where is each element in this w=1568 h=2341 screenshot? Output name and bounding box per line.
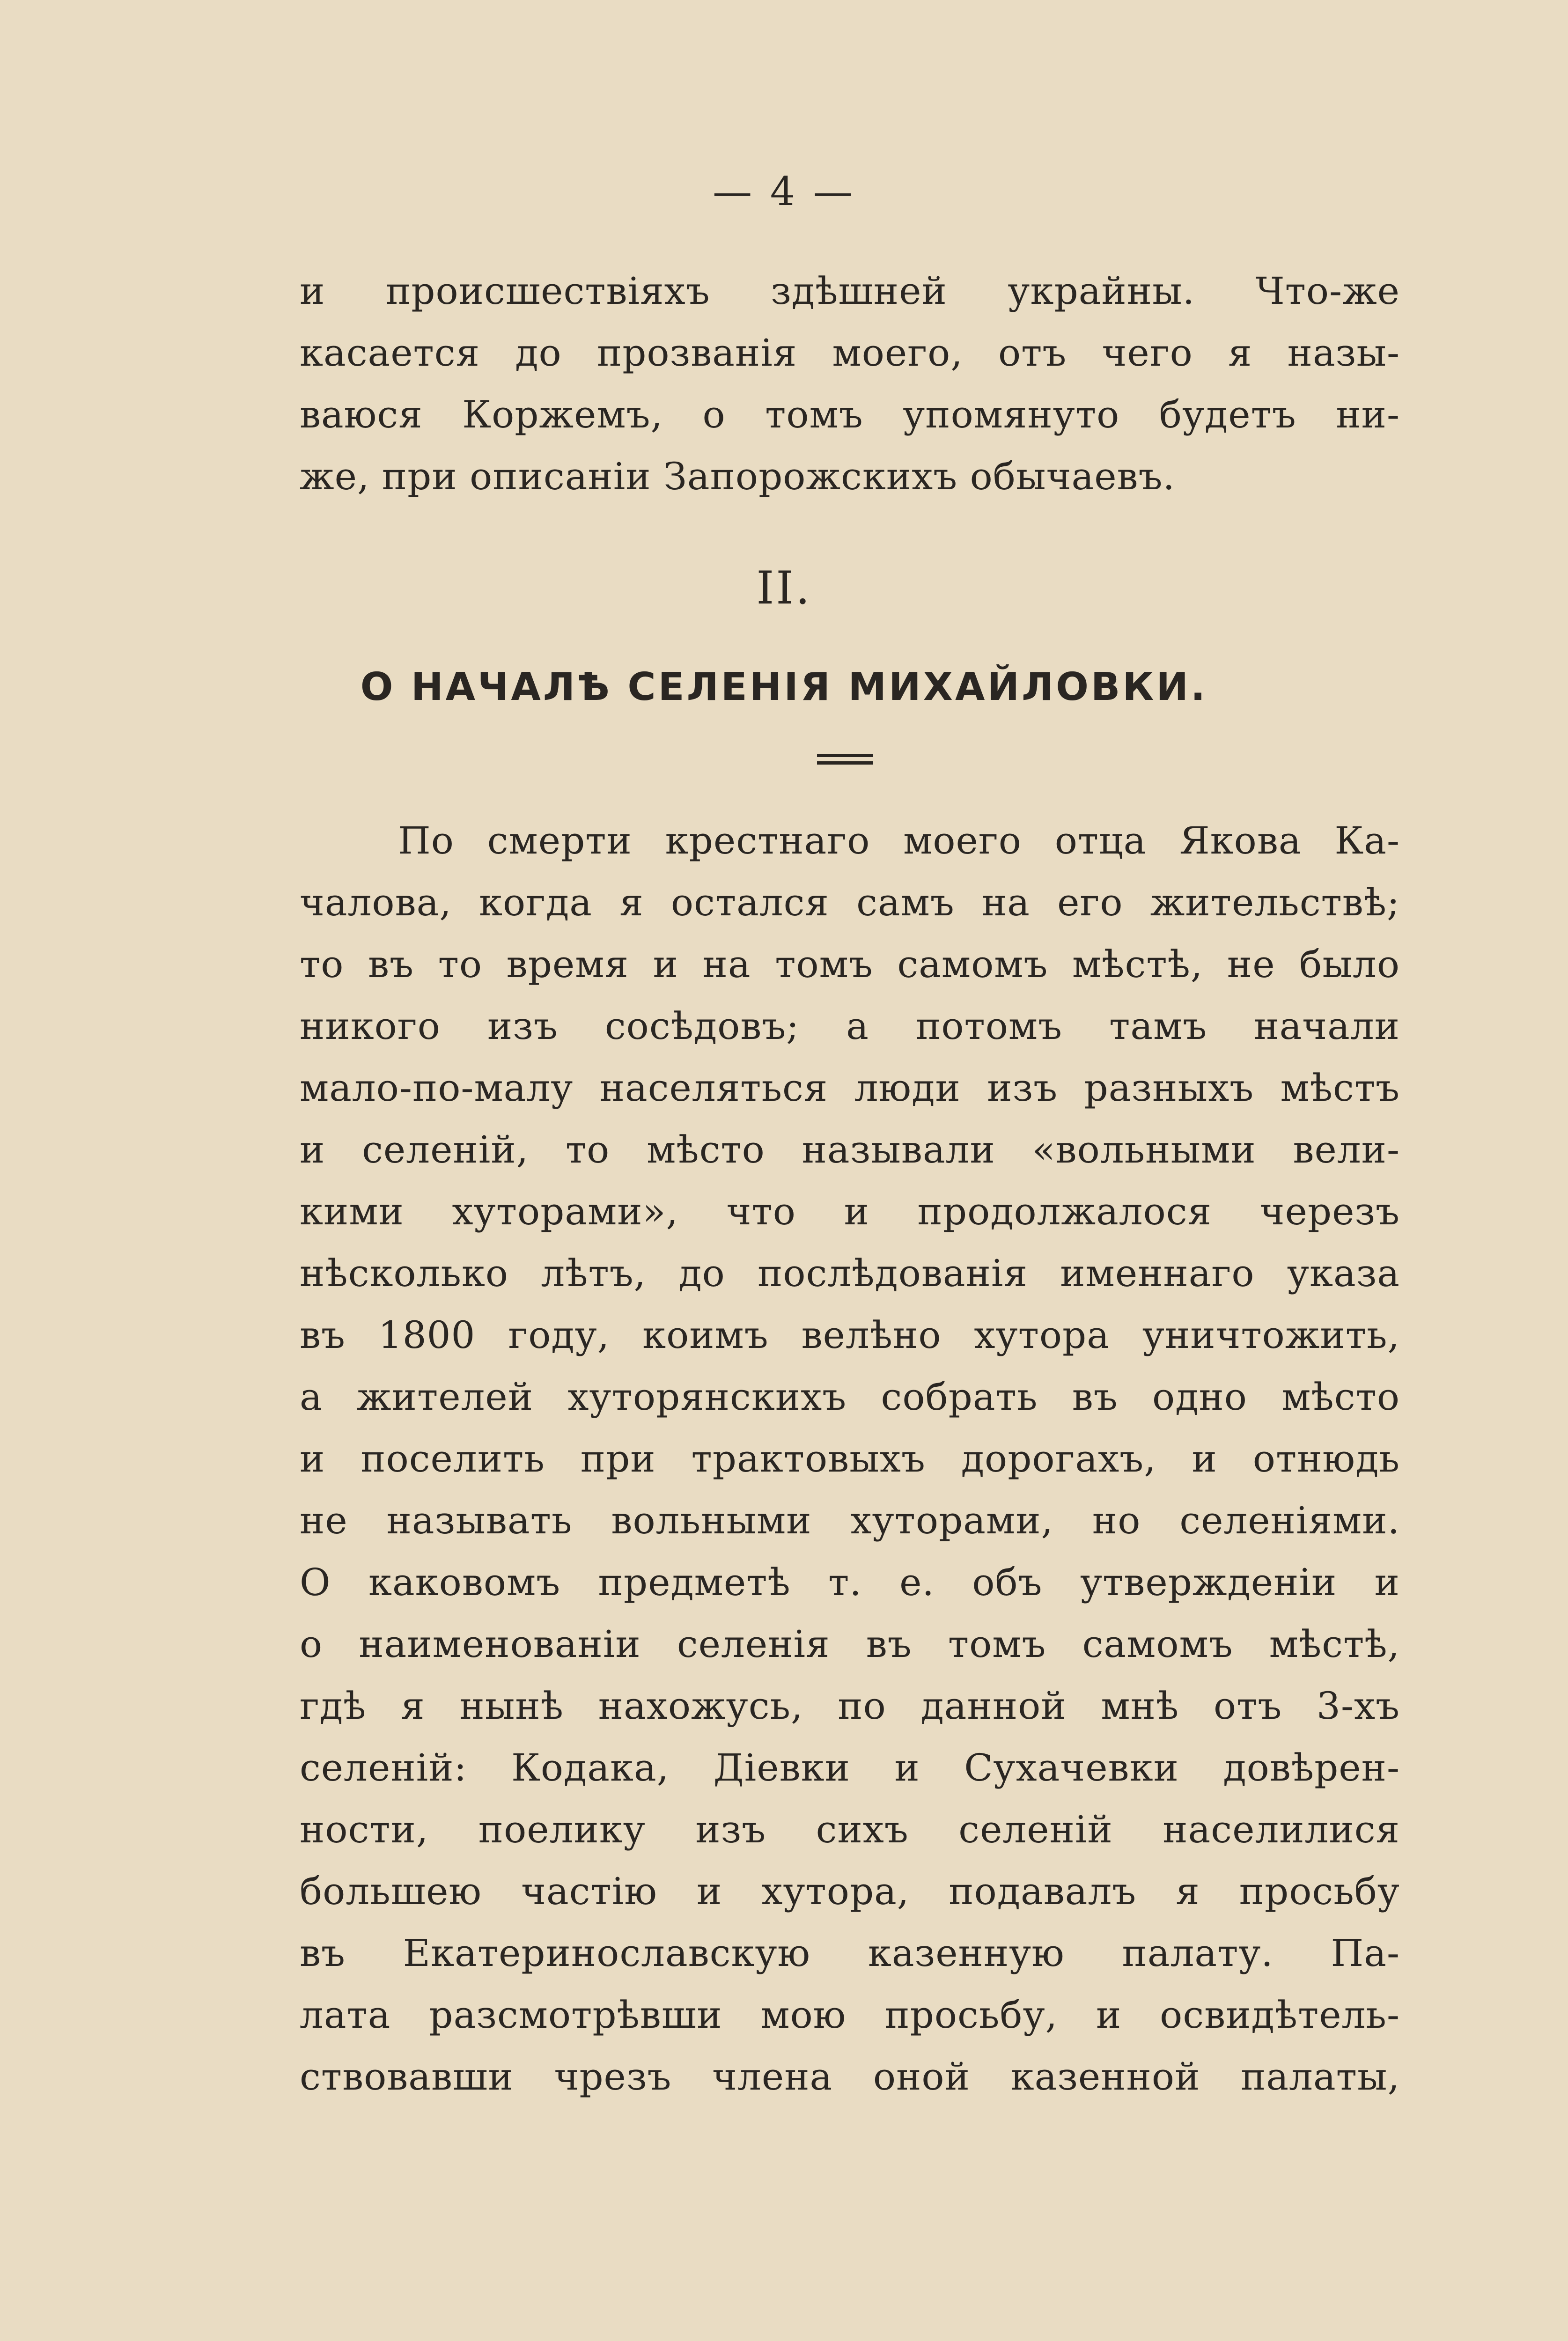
text-line: гдѣ я нынѣ нахожусь, по данной мнѣ отъ 3-хъ xyxy=(300,1684,1400,1728)
text-line: мало-по-малу населяться люди изъ разныхъ мѣстъ xyxy=(300,1066,1400,1110)
text-line: въ Екатеринославскую казенную палату. Па- xyxy=(300,1931,1400,1975)
page-number: — 4 — xyxy=(713,169,855,214)
text-line: кими хуторами», что и продолжалося черезъ xyxy=(300,1190,1400,1233)
text-line: селеній: Кодака, Діевки и Сухачевки довѣрен- xyxy=(300,1746,1400,1789)
text-line: ствовавши чрезъ члена оной казенной палаты, xyxy=(300,2055,1400,2098)
text-line: то въ то время и на томъ самомъ мѣстѣ, не было xyxy=(300,942,1400,986)
text-line: касается до прозванія моего, отъ чего я назы- xyxy=(300,331,1400,375)
text-line: О каковомъ предметѣ т. е. объ утвержденіи и xyxy=(300,1561,1400,1604)
text-line: никого изъ сосѣдовъ; а потомъ тамъ начали xyxy=(300,1004,1400,1048)
main-paragraph xyxy=(300,810,1400,2108)
text-line: и селеній, то мѣсто называли «вольными вели- xyxy=(300,1128,1400,1171)
text-line: же, при описаніи Запорожскихъ обычаевъ. xyxy=(300,455,1175,498)
top-paragraph xyxy=(300,260,1400,508)
text-line: и поселить при трактовыхъ дорогахъ, и отнюдь xyxy=(300,1437,1400,1480)
text-line: лата разсмотрѣвши мою просьбу, и освидѣтель- xyxy=(300,1993,1400,2037)
double-rule-divider xyxy=(817,754,873,765)
text-line: По смерти крестнаго моего отца Якова Ка- xyxy=(398,819,1400,862)
text-line: большею частію и хутора, подавалъ я просьбу xyxy=(300,1870,1400,1913)
text-line: а жителей хуторянскихъ собрать въ одно мѣсто xyxy=(300,1375,1400,1419)
section-title: О НАЧАЛѢ СЕЛЕНІЯ МИХАЙЛОВКИ. xyxy=(360,665,1208,709)
text-line: не называть вольными хуторами, но селеніями. xyxy=(300,1499,1400,1542)
text-line: чалова, когда я остался самъ на его жительствѣ; xyxy=(300,881,1400,924)
text-line: о наименованіи селенія въ томъ самомъ мѣстѣ, xyxy=(300,1622,1400,1666)
section-numeral: II. xyxy=(756,562,812,614)
text-line: ваюся Коржемъ, о томъ упомянуто будетъ ни- xyxy=(300,393,1400,436)
text-line: ности, поелику изъ сихъ селеній населилися xyxy=(300,1808,1400,1851)
text-line: нѣсколько лѣтъ, до послѣдованія именнаго указа xyxy=(300,1251,1400,1295)
text-line: въ 1800 году, коимъ велѣно хутора уничтожить, xyxy=(300,1313,1400,1357)
text-line: и происшествіяхъ здѣшней украйны. Что-же xyxy=(300,269,1400,313)
